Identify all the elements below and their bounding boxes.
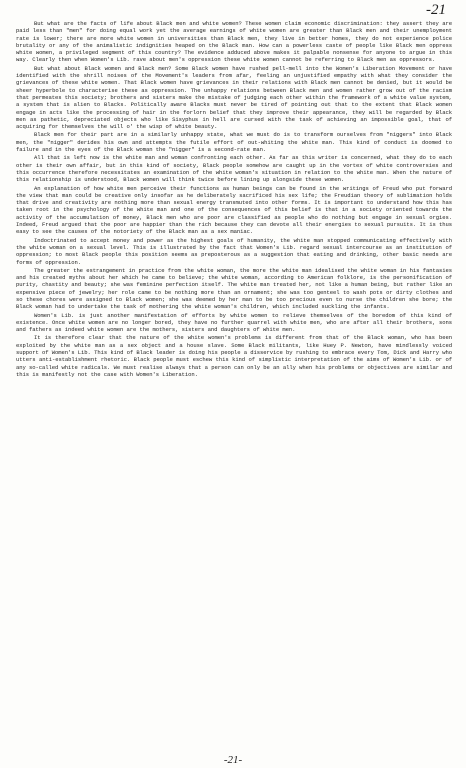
- paragraph-4: All that is left now is the white man and woman confronting each other. As far as this writer is concerned, what they do to each other is their own affair, but in this kind of society, Black people somehow are caught up in the vortex of white controversies and this occurrence therefore necessitates an examination of the white woman's situation in relation to the white man. When the nature of this relationship is understood, Black women will think twice before lining up alongside these women.: [16, 154, 452, 184]
- paragraph-9: It is therefore clear that the nature of the white women's problems is different from that of the Black woman, who has been exploited by the white man as a sex object and a house slave. Some Black militants, like Huey P. Newton, have mindlessly voiced support of Women's Lib. This kind of Black leader is doing his people a disservice by rushing to embrace every Tom, Dick and Harry who utters anti-establishment rhetoric. Black people must eschew this kind of simplistic interpretation of the aims of Women's Lib. or of any so-called white radicals. We must realise always that a person can only be an ally when his problems or objectives are similar and this is manifestly not the case with Women's Liberation.: [16, 334, 452, 378]
- page-number-bottom: -21-: [223, 754, 243, 766]
- paragraph-5: An explanation of how white men perceive their functions as human beings can be found in the writings of Freud who put forward the view that man could be creative only insofar as he deliberately sacrificed his sex life; the Freudian theory of sublimation holds that drive and creativity are nothing more than sexual energy transmuted into other forms. It is important to understand how this has taken root in the psychology of the white man and one of the consequences of this belief is that in a society oriented towards the activity of the accumulation of money, Black men who are poor are classified as people who do nothing but engage in sexual orgies. Indeed, Freud argued that the poor are happier than the rich because they can devote all their energies to sexual pursuits. It is thus easy to see the causes of the notoriety of the Black man as a sex maniac.: [16, 184, 452, 236]
- paragraph-7: The greater the estrangement in practice from the white woman, the more the white man idealised the white woman in his fantasies and his created myths about her which he came to believe; the white woman, according to American folklore, is the personification of purity, chastity and beauty; she was feminine perfection itself. The white man treated her, not like a human being, but rather like an expensive piece of jewelry; her role came to be nothing more than an ornament; she was too genteel to wash pots or dirty clothes and so these chores were assigned to Black women; she was deemed by her man to be too precious even to nurse the children she bore; the Black woman had to undertake the task of mothering the white woman's children, which included suckling the infants.: [16, 266, 452, 311]
- paragraph-8: Women's Lib. is just another manifestation of efforts by white women to relieve themselves of the boredom of this kind of existence. Once white women are no longer bored, they have no further quarrel with white men, who are after all their brothers, sons and fathers as indeed white women are the mothers, sisters and daughters of white men.: [16, 311, 452, 334]
- paragraph-3: Black men for their part are in a similarly unhappy state, what we must do is to transform ourselves from "niggers" into Black men, the "nigger" derides his own and attempts the futile effort of out-whiting the white man. This kind of conduct is doomed to failure and in the eyes of the Black woman the "nigger" is a second-rate man.: [16, 131, 452, 154]
- paragraph-6: Indoctrinated to accept money and power as the highest goals of humanity, the white man stopped communicating effectively with the white woman on a sexual level. This is illustrated by the fact that Women's Lib. regard sexual intercourse as an institution of oppression; to most Black people this position seems as preposterous as a suggestion that eating and drinking, other basic needs are forms of oppression.: [16, 236, 452, 266]
- body-text: [16, 20, 452, 379]
- page-number-top: -21: [426, 2, 446, 18]
- paragraph-2: But what about Black women and Black men? Some Black women have rushed pell-mell into the Women's Liberation Movement or have identified with the shrill noises of the Movement's leaders from afar, feeling an unjustified empathy with what they consider the grievances of these white women. That Black women have grievances in their relations with Black men cannot be denied, but it would be sheer hyperbole to characterise these as oppression. The unhappy relations between Black men and women rather grow out of the racism that permeates this society; brothers and sisters make the mistake of judging each other within the framework of a white value system, a system that is alien to Blacks. Politically aware Blacks must never be tired of pointing out that to the extent that Black women engage in acts like the processing of hair in the forlorn belief that they improve their appearance, they will be regarded by Black men as pathetic, depreciated objects who like Sisyphus in hell are cursed with the task of achieving an impossible goal, that of acquiring for themselves the will o' the wisp of white beauty.: [16, 64, 452, 131]
- paragraph-1: But what are the facts of life about Black men and white women? These women claim economic discrimination: they assert they are paid less than "men" for doing equal work yet the average earnings of white women are greater than Black men and their unemployment rate is lower; there are more white women in universities than Black men, they live in better homes, they do not experience police brutality or any of the animalistic indignities heaped on the Black man. How can a powerless caste of people like Black men oppress white women, a privileged segment of this country? The evidence adduced above makes it palpable nonsense for anyone to argue in this way. Clearly then when Women's Lib. rave about men's oppression these white women cannot be referring to Black men as oppressors.: [16, 20, 452, 64]
